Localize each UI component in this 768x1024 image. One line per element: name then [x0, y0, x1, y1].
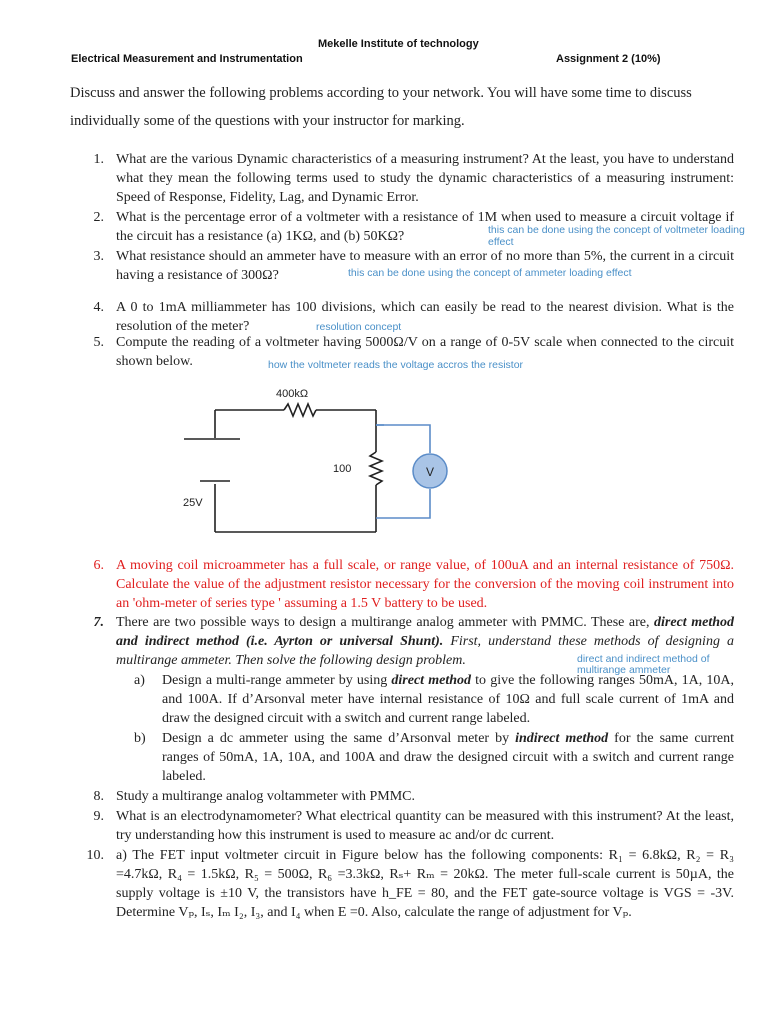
q7b-pre: Design a dc ammeter using the same d’Arsonval meter by	[162, 731, 516, 746]
assignment-label: Assignment 2 (10%)	[556, 53, 661, 65]
q7-number: 7.	[93, 615, 104, 630]
resistor-top-label: 400kΩ	[276, 388, 309, 400]
q9-text: What is an electrodynamometer? What electrical quantity can be measured with this instrument? At the least, try understanding how this instrument is used to measure ac and/or dc current.	[116, 809, 734, 843]
course-title: Electrical Measurement and Instrumentation	[71, 53, 303, 65]
q8-text: Study a multirange analog voltammeter with PMMC.	[116, 789, 416, 804]
q8-number: 8.	[93, 789, 104, 804]
q7a-post: to give the following ranges 50mA, 1A, 10A, and 100A. If d’Arsonval meter have internal resistance of 10Ω and full scale current of 1mA and draw the designed circuit with a switch and current range labeled.	[162, 673, 735, 726]
q7-text-italic: First, understand these methods of designing a multirange ammeter. Then solve the following design problem.	[116, 634, 734, 668]
resistor-right	[370, 452, 382, 485]
q7a-letter: a)	[134, 673, 145, 688]
voltmeter-lead-top	[376, 425, 430, 453]
intro-line-2: individually some of the questions with your instructor for marking.	[70, 113, 465, 129]
q5-number: 5.	[93, 335, 104, 350]
q6-text: A moving coil microammeter has a full scale, or range value, of 100uA and an internal resistance of 750Ω. Calculate the value of the adjustment resistor necessary for the conversion of the moving coil instrument into an 'ohm-meter of series type ' assuming a 1.5 V battery to be used.	[116, 558, 734, 611]
q7a-pre: Design a multi-range ammeter by using	[162, 673, 392, 688]
q4-number: 4.	[93, 300, 104, 315]
q9-number: 9.	[93, 809, 104, 824]
resistor-right-label: 100	[333, 463, 352, 475]
q7b-post: for the same current ranges of 50mA, 1A, 10A, and 100A and draw the designed circuit with a switch and current range labeled.	[162, 731, 734, 784]
q7a-bold: direct method	[391, 673, 471, 688]
q7-text-plain: There are two possible ways to design a multirange analog ammeter with PMMC. These are,	[116, 615, 655, 630]
q2-text: What is the percentage error of a voltmeter with a resistance of 1M when used to measure a circuit voltage if the circuit has a resistance (a) 1KΩ, and (b) 50KΩ?	[116, 210, 734, 244]
q6-number: 6.	[93, 558, 104, 573]
q2-number: 2.	[93, 210, 104, 225]
institution-title: Mekelle Institute of technology	[318, 38, 479, 50]
q1-number: 1.	[93, 152, 104, 167]
resistor-top	[284, 404, 316, 416]
voltmeter-label: V	[425, 465, 435, 479]
q4-text: A 0 to 1mA milliammeter has 100 divisions, which can easily be read to the nearest division. What is the resolution of the meter?	[116, 300, 734, 334]
note-voltmeter-loading: this can be done using the concept of voltmeter loading	[488, 224, 745, 236]
q5-text: Compute the reading of a voltmeter having 5000Ω/V on a range of 0-5V scale when connected to the circuit shown below.	[116, 335, 734, 369]
note-ammeter-loading: this can be done using the concept of ammeter loading effect	[348, 267, 632, 279]
note-multirange-methods: direct and indirect method of	[577, 653, 710, 665]
note-multirange-methods-cont: multirange ammeter	[577, 664, 671, 676]
q3-text: What resistance should an ammeter have to measure with an error of no more than 5%, the current in a circuit having a resistance of 300Ω?	[116, 249, 734, 283]
q10-number: 10.	[86, 848, 104, 863]
voltmeter-lead-bottom	[376, 489, 430, 518]
q7-text-bold: direct method and indirect method (i.e. Ayrton or universal Shunt).	[116, 615, 734, 649]
q1-text: What are the various Dynamic characteristics of a measuring instrument? At the least, you have to understand what they mean the following terms used to study the dynamic characteristics of a measuring instrument: Speed of Response, Fidelity, Lag, and Dynamic Error.	[116, 152, 734, 205]
q10-text: a) The FET input voltmeter circuit in Figure below has the following components: R₁ = 6.8kΩ, R₂ = R₃ =4.7kΩ, R₄ = 1.5kΩ, R₅ = 500Ω, R₆ =3.3kΩ, Rₛ+ Rₘ = 20kΩ. The meter full-scale current is 50µA, the supply voltage is ±10 V, the transistors have h_FE = 80, and the FET gate-source voltage is VGS = -3V. Determine Vₚ, Iₛ, Iₘ I₂, I₃, and I₄ when E =0. Also, calculate the range of adjustment for Vₚ.	[116, 848, 734, 920]
intro-line-1: Discuss and answer the following problems according to your network. You will have some time to discuss	[70, 85, 692, 101]
q7b-bold: indirect method	[515, 731, 609, 746]
q3-number: 3.	[93, 249, 104, 264]
battery-label: 25V	[183, 497, 203, 509]
note-voltmeter-reading: how the voltmeter reads the voltage accros the resistor	[268, 359, 524, 371]
q7b-letter: b)	[134, 731, 146, 746]
note-resolution: resolution concept	[316, 321, 402, 333]
note-voltmeter-loading-cont: effect	[488, 236, 514, 248]
